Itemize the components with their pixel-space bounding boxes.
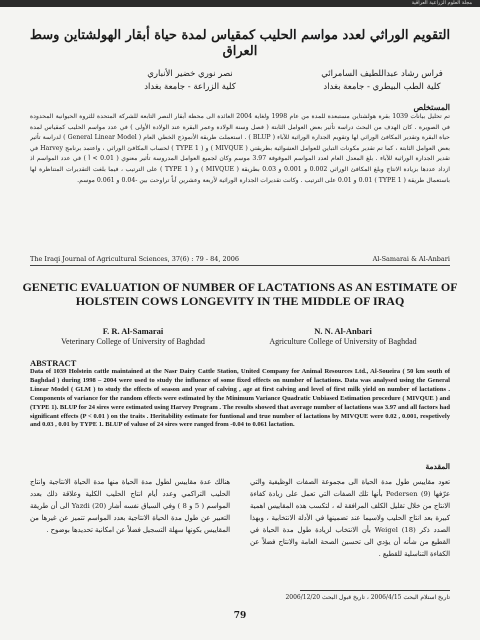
arabic-author-1-name: فراس رشاد عبداللطيف السامرائي	[321, 69, 443, 79]
introduction-heading: المقدمة	[425, 462, 450, 471]
arabic-author-2-name: نصر نوري خضير الأنباري	[147, 69, 233, 79]
introduction-column-left: هنالك عدة مقاييس لطول مدة الحياة منها مدة الحياة الانتاجية وانتاج الحليب التراكمي وعدد أيام انتاج الحليب الكلية وعلاقة ذلك بعدد المواسم ( 5 و 8 ) وفي السياق نفسه أشار Yazdi (20) الى أن طريقة التعبير عن طول مدة الحياة الانتاجية بعدد المواسم تتميز عن غيرها من المقاييس بكونها سهلة التسجيل فضلاً عن امكانية تحديدها بوضوح .	[30, 478, 230, 534]
english-abstract-heading: ABSTRACT	[30, 358, 77, 368]
arabic-author-2	[120, 68, 260, 94]
arabic-author-1-affil: كلية الطب البيطري - جامعة بغداد	[323, 82, 441, 92]
english-author-1-affil: Veterinary College of University of Baghdad	[61, 336, 205, 346]
english-author-2-name: N. N. Al-Anbari	[314, 326, 372, 336]
english-author-1	[48, 327, 218, 346]
journal-strip-text: مجلة العلوم الزراعية العراقية	[411, 0, 472, 6]
english-abstract: Data of 1039 Holstein cattle maintained at the Nasr Dairy Cattle Station, United Company for Animal Resources Ltd., Al-Soueira ( 50 km south of Baghdad ) during 1998 – 2004 were used to study the influence of some fixed effects on number of lactations. Data was analysed using the General Linear Model ( GLM ) to study the effects of season and year of calving , age at first calving and level of first milk yield on number of lactations . Components of variance for the random effects were estimated by the Minimum Variance Quadratic Unbiased Estimation procedure ( MIVQUE ) and (TYPE 1). BLUP for 24 sires were estimated using Harvey Program . The results showed that average number of lactations was 3.97 and all factors had significant effects (P < 0.01 ) on the traits . Heritability estimate for funtional and true number of lactations by MIVQUE were 0.02 , 0.001, respetively and 0.03 , 0.01 by TYPE 1. BLUP of valuse of 24 sires were ranged from -0.04 to 0.061 lactation.	[30, 368, 450, 429]
arabic-author-2-affil: كلية الزراعة - جامعة بغداد	[144, 82, 236, 92]
english-author-1-name: F. R. Al-Samarai	[102, 326, 164, 336]
arabic-title: التقويم الوراثي لعدد مواسم الحليب كمقياس لمدة حياة أبقار الهولشتاين وسط العراق	[29, 28, 451, 59]
footnote-dates: تاريخ استلام البحث 2006/4/15 ، تاريخ قبول البحث 2006/12/20	[285, 594, 450, 601]
english-title: GENETIC EVALUATION OF NUMBER OF LACTATIONS AS AN ESTIMATE OF HOLSTEIN COWS LONGEVITY IN THE MIDDLE OF IRAQ	[22, 280, 458, 308]
arabic-abstract-heading: المستخلص	[413, 102, 450, 112]
page-number: 79	[233, 611, 247, 621]
english-author-2	[258, 327, 428, 346]
arabic-author-1	[312, 68, 452, 94]
introduction-column-right: تعود مقاييس طول مدة الحياة الى مجموعة الصفات الوظيفية والتي عرّفها Pedersen (9) بأنها تلك الصفات التي تعمل على زيادة كفاءة الانتاج من خلال تقليل الكلف المرافقة له ، لتكسب هذه المقاييس اهمية كبيرة بعد انتاج الحليب ولاسيما عند تضمينها في الأدلة الانتخابية ، وبهذا الصدد ذكر Weigel (18) بأن الانتخاب لزيادة طول مدة الحياة في القطيع من شأنه أن يؤدي الى تحسين الصحة العامة والانتاج فضلاً عن الكفاءة التناسلية للقطيع .	[250, 478, 450, 558]
english-author-2-affil: Agriculture College of University of Baghdad	[269, 336, 417, 346]
arabic-abstract: تم تحليل بيانات 1039 بقرة هولشتاين مستبعدة للمدة من عام 1998 ولغاية 2004 العائدة الى محطة أبقار النصر التابعة للشركة المتحدة للثروة الحيوانية المحدودة في الصويرة . كان الهدف من البحث دراسة تأثير بعض العوامل الثابتة ( فصل وسنة الولادة وعمر البقرة عند الولادة الأولى ) في عدد مواسم الحليب كمقياس لمدة حياة البقرة وتقدير المكافئ الوراثي لها وتقويم الجدارة الوراثية للآباء ( BLUP ) . استعملت طريقة الأنموذج الخطي العام ( General Linear Model ) لدراسة تأثير بعض العوامل الثابتة ، كما تم تقدير مكونات التباين للعوامل العشوائية بطريقتي ( MIVQUE ) و ( TYPE 1 ) لحساب المكافئ الوراثي ، واعتمد برنامج Harvey في تقدير الجدارة الوراثية للآباء . بلغ المعدل العام لعدد المواسم الموقوفة 3.97 موسم وكان لجميع العوامل المدروسة تأثير معنوي ( 0.01 > أ ) في عدد المواسم اذ ازداد عددها بزيادة الانتاج وبلغ المكافئ الوراثي 0.002 و 0.001 و 0.03 بطريقة ( MIVQUE ) و ( TYPE 1 ) على الترتيب ، فيما بلغت التقديرات المتناظرة لها باستعمال طريقة ( TYPE 1 ) 0.01 و 0.01 على الترتيب . وكانت تقديرات الجدارة الوراثية لأربعة وعشرين أباً تراوحت بين -0.04 و 0.061 موسم.	[30, 113, 450, 184]
running-head-journal: The Iraqi Journal of Agricultural Sciences, 37(6) : 79 - 84, 2006	[30, 255, 240, 263]
running-head	[30, 255, 450, 266]
running-head-authors: Al-Samarai & Al-Anbari	[372, 255, 450, 263]
footnote-rule	[300, 590, 450, 591]
top-strip	[0, 0, 480, 7]
